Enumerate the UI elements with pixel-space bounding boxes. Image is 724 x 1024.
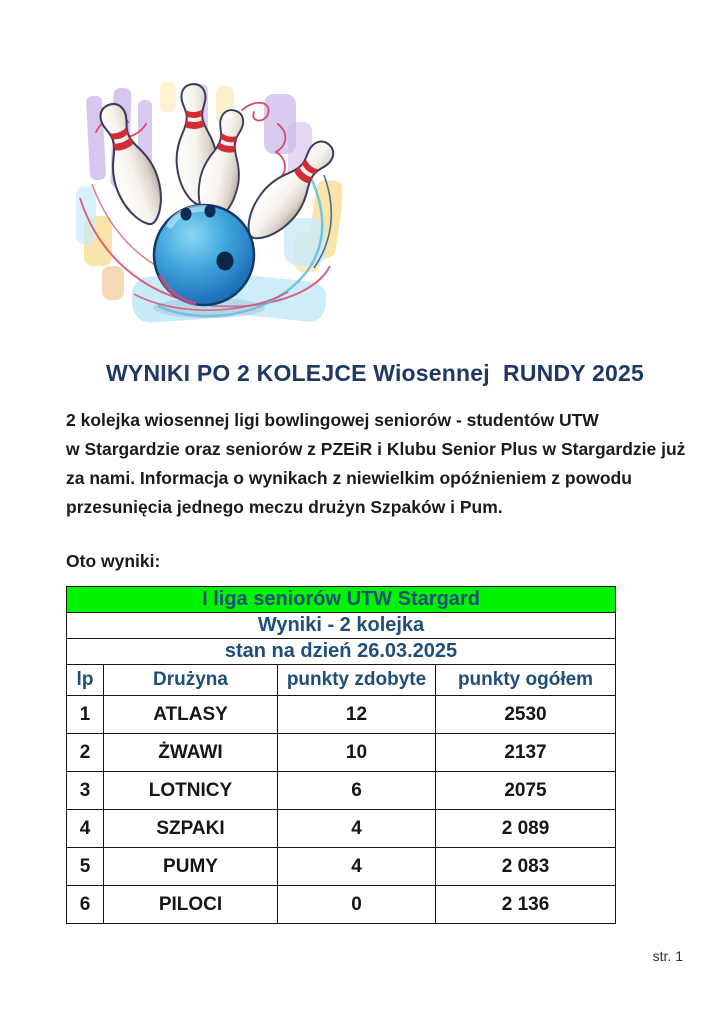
table-row-subtitle (67, 613, 616, 639)
cell-total: 2075 (436, 772, 616, 810)
table-row-status (67, 639, 616, 665)
cell-team: PUMY (104, 848, 278, 886)
column-header-team: Drużyna (104, 665, 278, 696)
intro-line: za nami. Informacja o wynikach z niewielkim opóźnieniem z powodu (66, 468, 632, 488)
cell-lp: 5 (67, 848, 104, 886)
cell-lp: 6 (67, 886, 104, 924)
results-label: Oto wyniki: (66, 551, 161, 571)
cell-points: 10 (278, 734, 436, 772)
cell-team: SZPAKI (104, 810, 278, 848)
cell-points: 4 (278, 848, 436, 886)
page-number: str. 1 (652, 948, 683, 964)
table-row-league-title (67, 587, 616, 613)
intro-line: w Stargardzie oraz seniorów z PZEiR i Klubu Senior Plus w Stargardzie już (66, 439, 686, 459)
cell-total: 2 136 (436, 886, 616, 924)
table-row (67, 696, 616, 734)
table-row (67, 886, 616, 924)
cell-team: ŻWAWI (104, 734, 278, 772)
cell-points: 4 (278, 810, 436, 848)
cell-team: PILOCI (104, 886, 278, 924)
cell-total: 2 083 (436, 848, 616, 886)
column-header-lp: lp (67, 665, 104, 696)
cell-points: 6 (278, 772, 436, 810)
cell-lp: 1 (67, 696, 104, 734)
cell-total: 2 089 (436, 810, 616, 848)
column-header-points: punkty zdobyte (278, 665, 436, 696)
intro-line: 2 kolejka wiosennej ligi bowlingowej seniorów - studentów UTW (66, 410, 599, 430)
page-title: WYNIKI PO 2 KOLEJCE Wiosennej RUNDY 2025 (106, 360, 644, 386)
cell-lp: 3 (67, 772, 104, 810)
cell-lp: 2 (67, 734, 104, 772)
intro-line: przesunięcia jednego meczu drużyn Szpaków i Pum. (66, 497, 503, 517)
cell-total: 2137 (436, 734, 616, 772)
bowling-clipart-icon (74, 80, 342, 328)
cell-points: 12 (278, 696, 436, 734)
intro-paragraph (66, 406, 685, 522)
table-header-row (67, 665, 616, 696)
cell-total: 2530 (436, 696, 616, 734)
cell-points: 0 (278, 886, 436, 924)
column-header-total: punkty ogółem (436, 665, 616, 696)
table-row (67, 772, 616, 810)
league-results-table (66, 586, 616, 924)
table-row (67, 848, 616, 886)
cell-lp: 4 (67, 810, 104, 848)
cell-team: ATLASY (104, 696, 278, 734)
subtitle-cell: Wyniki - 2 kolejka (67, 613, 616, 639)
table-row (67, 734, 616, 772)
cell-team: LOTNICY (104, 772, 278, 810)
status-cell: stan na dzień 26.03.2025 (67, 639, 616, 665)
table-row (67, 810, 616, 848)
league-title-cell: I liga seniorów UTW Stargard (67, 587, 616, 613)
